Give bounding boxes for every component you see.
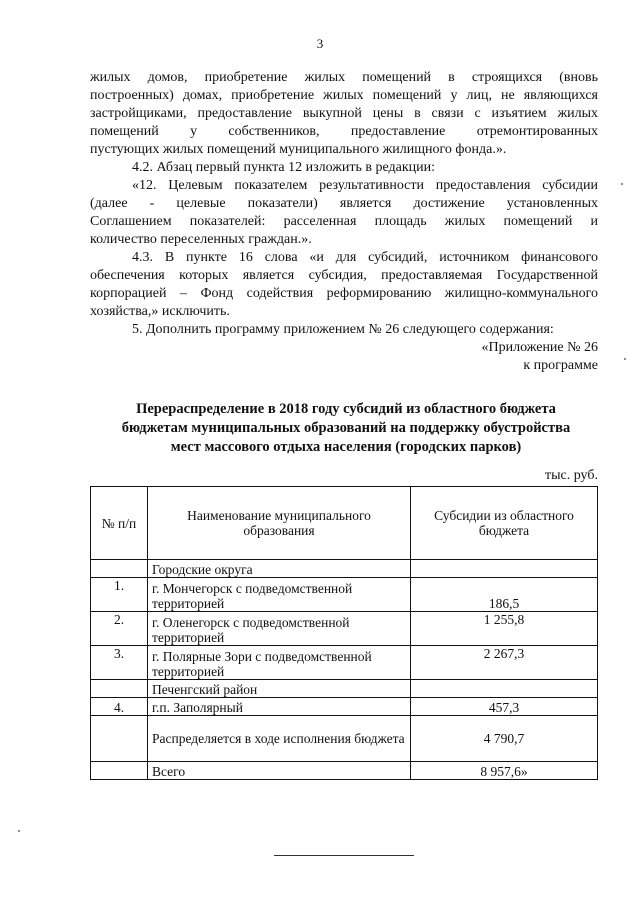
paragraph-line: Соглашением показателей: расселенная площадь жилых помещений и — [90, 214, 598, 229]
paragraph-line: построенных) домах, приобретение жилых помещений у лиц, не являющихся — [90, 88, 598, 103]
row-num: 2. — [91, 612, 148, 646]
row-num: 4. — [91, 698, 148, 716]
paragraph-line: (далее - целевые показатели) является достижение установленных — [90, 196, 598, 211]
paragraph-line: количество переселенных граждан.». — [90, 232, 312, 247]
page-number: 3 — [316, 36, 324, 51]
paragraph-line: жилых домов, приобретение жилых помещений в строящихся (вновь — [90, 70, 598, 85]
table-row — [91, 716, 598, 762]
total-label: Всего — [148, 762, 411, 780]
paragraph-line: застройщиками, предоставление выкупной цены в связи с изъятием жилых — [90, 106, 598, 121]
subsidy-table — [90, 486, 598, 780]
row-value: 2 267,3 — [411, 646, 598, 680]
scan-speck — [624, 358, 626, 360]
table-row — [91, 646, 598, 680]
footer-divider — [274, 855, 414, 856]
paragraph-line: «12. Целевым показателем результативности предоставления субсидии — [132, 178, 598, 193]
header-name: Наименование муниципального образования — [148, 487, 411, 560]
scan-speck — [621, 183, 623, 185]
appendix-ref-line1: «Приложение № 26 — [481, 340, 598, 355]
paragraph-line: 4.2. Абзац первый пункта 12 изложить в редакции: — [132, 160, 436, 175]
unit-label: тыс. руб. — [545, 468, 598, 483]
row-name: г. Мончегорск с подведомственной территорией — [148, 578, 411, 612]
header-num: № п/п — [91, 487, 148, 560]
header-subsidy: Субсидии из областного бюджета — [411, 487, 598, 560]
paragraph-line: пустующих жилых помещений муниципального жилищного фонда.». — [90, 142, 507, 157]
row-value: 457,3 — [411, 698, 598, 716]
row-num: 1. — [91, 578, 148, 612]
appendix-ref-line2: к программе — [523, 358, 598, 373]
row-name: г. Оленегорск с подведомственной территорией — [148, 612, 411, 646]
paragraph-line: корпорацией – Фонд содействия реформированию жилищно-коммунального — [90, 286, 598, 301]
total-value: 8 957,6» — [411, 762, 598, 780]
paragraph-line: 5. Дополнить программу приложением № 26 следующего содержания: — [132, 322, 554, 337]
total-row — [91, 762, 598, 780]
row-num: 3. — [91, 646, 148, 680]
row-value: 186,5 — [411, 578, 598, 612]
row-value: 1 255,8 — [411, 612, 598, 646]
heading-line2: бюджетам муниципальных образований на поддержку обустройства — [121, 420, 571, 436]
table-row — [91, 698, 598, 716]
group-label: Печенгский район — [148, 680, 411, 698]
paragraph-line: обеспечения которых является субсидия, предоставляемая Государственной — [90, 268, 598, 283]
row-name: г.п. Заполярный — [148, 698, 411, 716]
paragraph-line: 4.3. В пункте 16 слова «и для субсидий, источником финансового — [132, 250, 598, 265]
paragraph-line: хозяйства,» исключить. — [90, 304, 230, 319]
row-name: Распределяется в ходе исполнения бюджета — [148, 716, 411, 762]
table-row — [91, 578, 598, 612]
scan-speck — [18, 830, 20, 832]
row-value: 4 790,7 — [411, 716, 598, 762]
row-name: г. Полярные Зори с подведомственной территорией — [148, 646, 411, 680]
table-row — [91, 612, 598, 646]
table-header-row — [91, 487, 598, 560]
heading-line1: Перераспределение в 2018 году субсидий из областного бюджета — [136, 401, 556, 417]
group-label: Городские округа — [148, 560, 411, 578]
group-row — [91, 560, 598, 578]
group-row — [91, 680, 598, 698]
paragraph-line: помещений у собственников, предоставление отремонтированных — [90, 124, 598, 139]
heading-line3: мест массового отдыха населения (городских парков) — [170, 439, 522, 455]
